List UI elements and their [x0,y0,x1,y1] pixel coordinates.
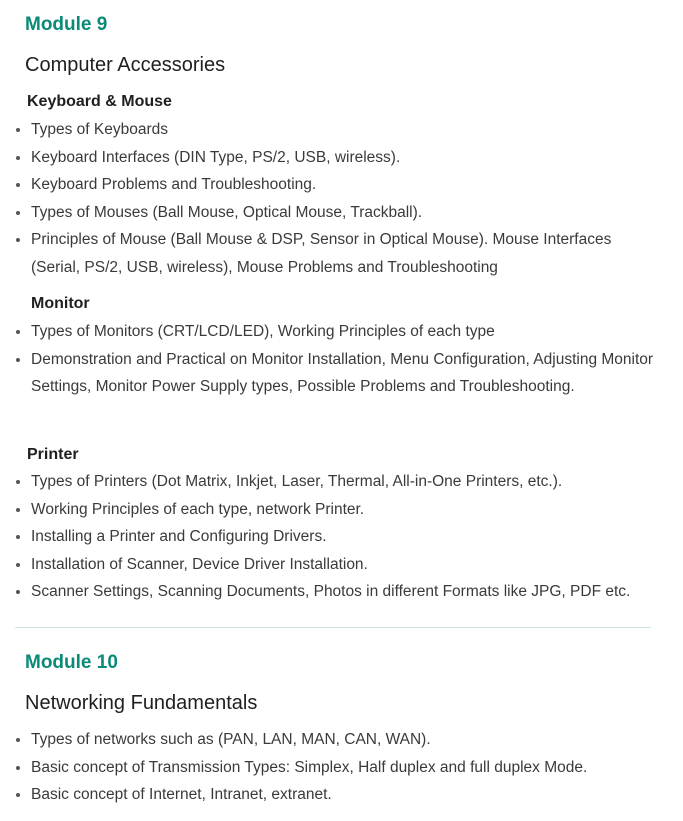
list-item: Scanner Settings, Scanning Documents, Photos in different Formats like JPG, PDF etc. [0,578,670,606]
module-10-title: Module 10 [25,652,118,673]
module-9-subtitle: Computer Accessories [25,54,226,76]
list-item: Types of networks such as (PAN, LAN, MAN, CAN, WAN). [0,726,670,754]
list-item: Keyboard Interfaces (DIN Type, PS/2, USB, wireless). [0,144,670,172]
printer-list [0,468,670,606]
keyboard-mouse-list [0,116,670,281]
list-item: Types of Printers (Dot Matrix, Inkjet, Laser, Thermal, All-in-One Printers, etc.). [0,468,670,496]
module-10-subtitle: Networking Fundamentals [25,692,258,714]
module-divider [15,627,651,628]
section-title-monitor: Monitor [31,295,90,312]
section-title-keyboard-mouse: Keyboard & Mouse [27,93,172,110]
networking-list [0,726,670,809]
list-item: Demonstration and Practical on Monitor Installation, Menu Configuration, Adjusting Monitor Settings, Monitor Power Supply types, Possible Problems and Troubleshooting. [0,346,670,401]
list-item: Basic concept of Transmission Types: Simplex, Half duplex and full duplex Mode. [0,754,670,782]
list-item: Installing a Printer and Configuring Drivers. [0,523,670,551]
list-item: Types of Keyboards [0,116,670,144]
list-item: Types of Monitors (CRT/LCD/LED), Working Principles of each type [0,318,670,346]
section-title-printer: Printer [27,446,79,463]
list-item: Working Principles of each type, network Printer. [0,496,670,524]
monitor-list [0,318,670,401]
list-item: Types of Mouses (Ball Mouse, Optical Mouse, Trackball). [0,199,670,227]
list-item: Installation of Scanner, Device Driver Installation. [0,551,670,579]
list-item: Basic concept of Internet, Intranet, extranet. [0,781,670,809]
list-item: Principles of Mouse (Ball Mouse & DSP, Sensor in Optical Mouse). Mouse Interfaces (Serial, PS/2, USB, wireless), Mouse Problems and Troubleshooting [0,226,670,281]
module-9-title: Module 9 [25,14,108,35]
list-item: Keyboard Problems and Troubleshooting. [0,171,670,199]
